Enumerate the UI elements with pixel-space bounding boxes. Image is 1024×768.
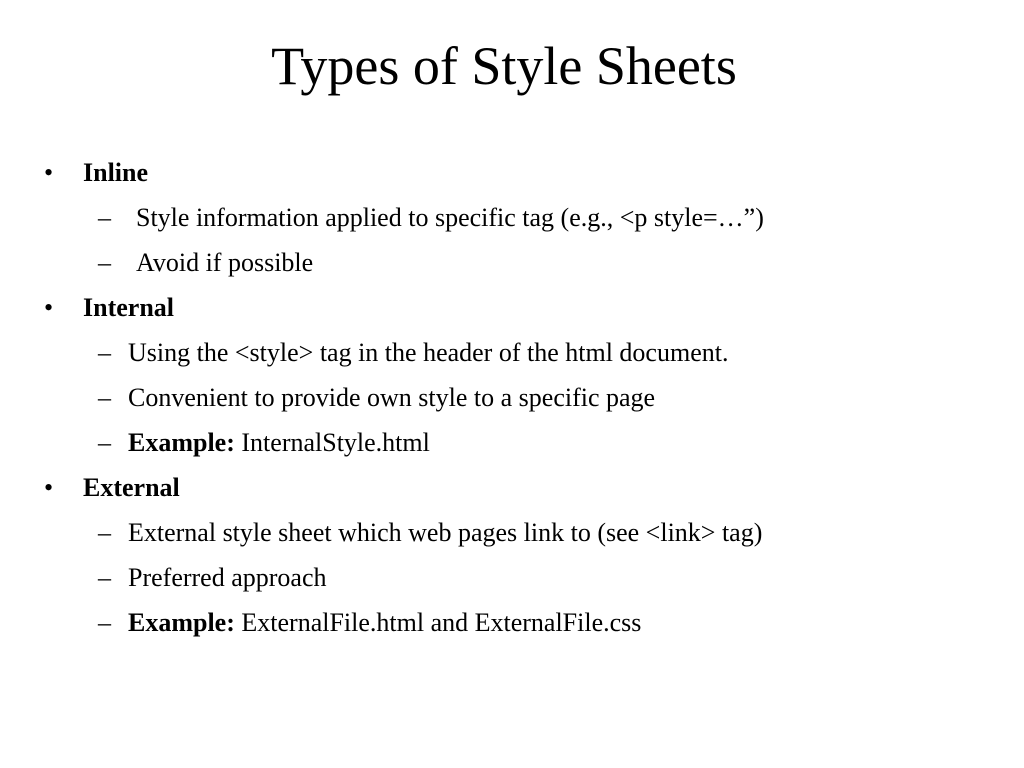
dash-icon: – bbox=[98, 428, 111, 457]
bullet-icon: • bbox=[44, 473, 54, 502]
example-label: Example: bbox=[128, 608, 235, 637]
sub-item bbox=[44, 195, 1004, 240]
sub-item bbox=[44, 375, 1004, 420]
sub-item-text: Avoid if possible bbox=[136, 248, 314, 277]
bullet-heading: External bbox=[83, 473, 180, 502]
dash-icon: – bbox=[98, 608, 111, 637]
example-filename: InternalStyle.html bbox=[234, 428, 430, 457]
example-label: Example: bbox=[128, 428, 235, 457]
dash-icon: – bbox=[98, 248, 111, 277]
bullet-heading: Inline bbox=[83, 158, 149, 187]
dash-icon: – bbox=[98, 383, 111, 412]
sub-item-text bbox=[128, 420, 430, 465]
sub-item-text: Style information applied to specific tag (e.g., <p style=…”) bbox=[136, 203, 764, 232]
bullet-icon: • bbox=[44, 158, 54, 187]
sub-item-text: Preferred approach bbox=[128, 563, 327, 592]
sub-item bbox=[44, 510, 1004, 555]
dash-icon: – bbox=[98, 518, 111, 547]
bullet-heading: Internal bbox=[83, 293, 174, 322]
dash-icon: – bbox=[98, 203, 111, 232]
slide-body bbox=[44, 150, 1004, 645]
bullet-external bbox=[44, 465, 1004, 510]
bullet-icon: • bbox=[44, 293, 54, 322]
sub-item-text: Using the <style> tag in the header of the html document. bbox=[128, 338, 729, 367]
dash-icon: – bbox=[98, 338, 111, 367]
bullet-internal bbox=[44, 285, 1004, 330]
sub-item-text: External style sheet which web pages link to (see <link> tag) bbox=[128, 518, 763, 547]
sub-item bbox=[44, 240, 1004, 285]
bullet-inline bbox=[44, 150, 1004, 195]
sub-item-text bbox=[128, 600, 641, 645]
sub-item bbox=[44, 555, 1004, 600]
slide-title: Types of Style Sheets bbox=[271, 36, 737, 96]
sub-item bbox=[44, 420, 1004, 465]
sub-item bbox=[44, 330, 1004, 375]
example-filename: ExternalFile.html and ExternalFile.css bbox=[234, 608, 642, 637]
dash-icon: – bbox=[98, 563, 111, 592]
sub-item bbox=[44, 600, 1004, 645]
sub-item-text: Convenient to provide own style to a specific page bbox=[128, 383, 656, 412]
